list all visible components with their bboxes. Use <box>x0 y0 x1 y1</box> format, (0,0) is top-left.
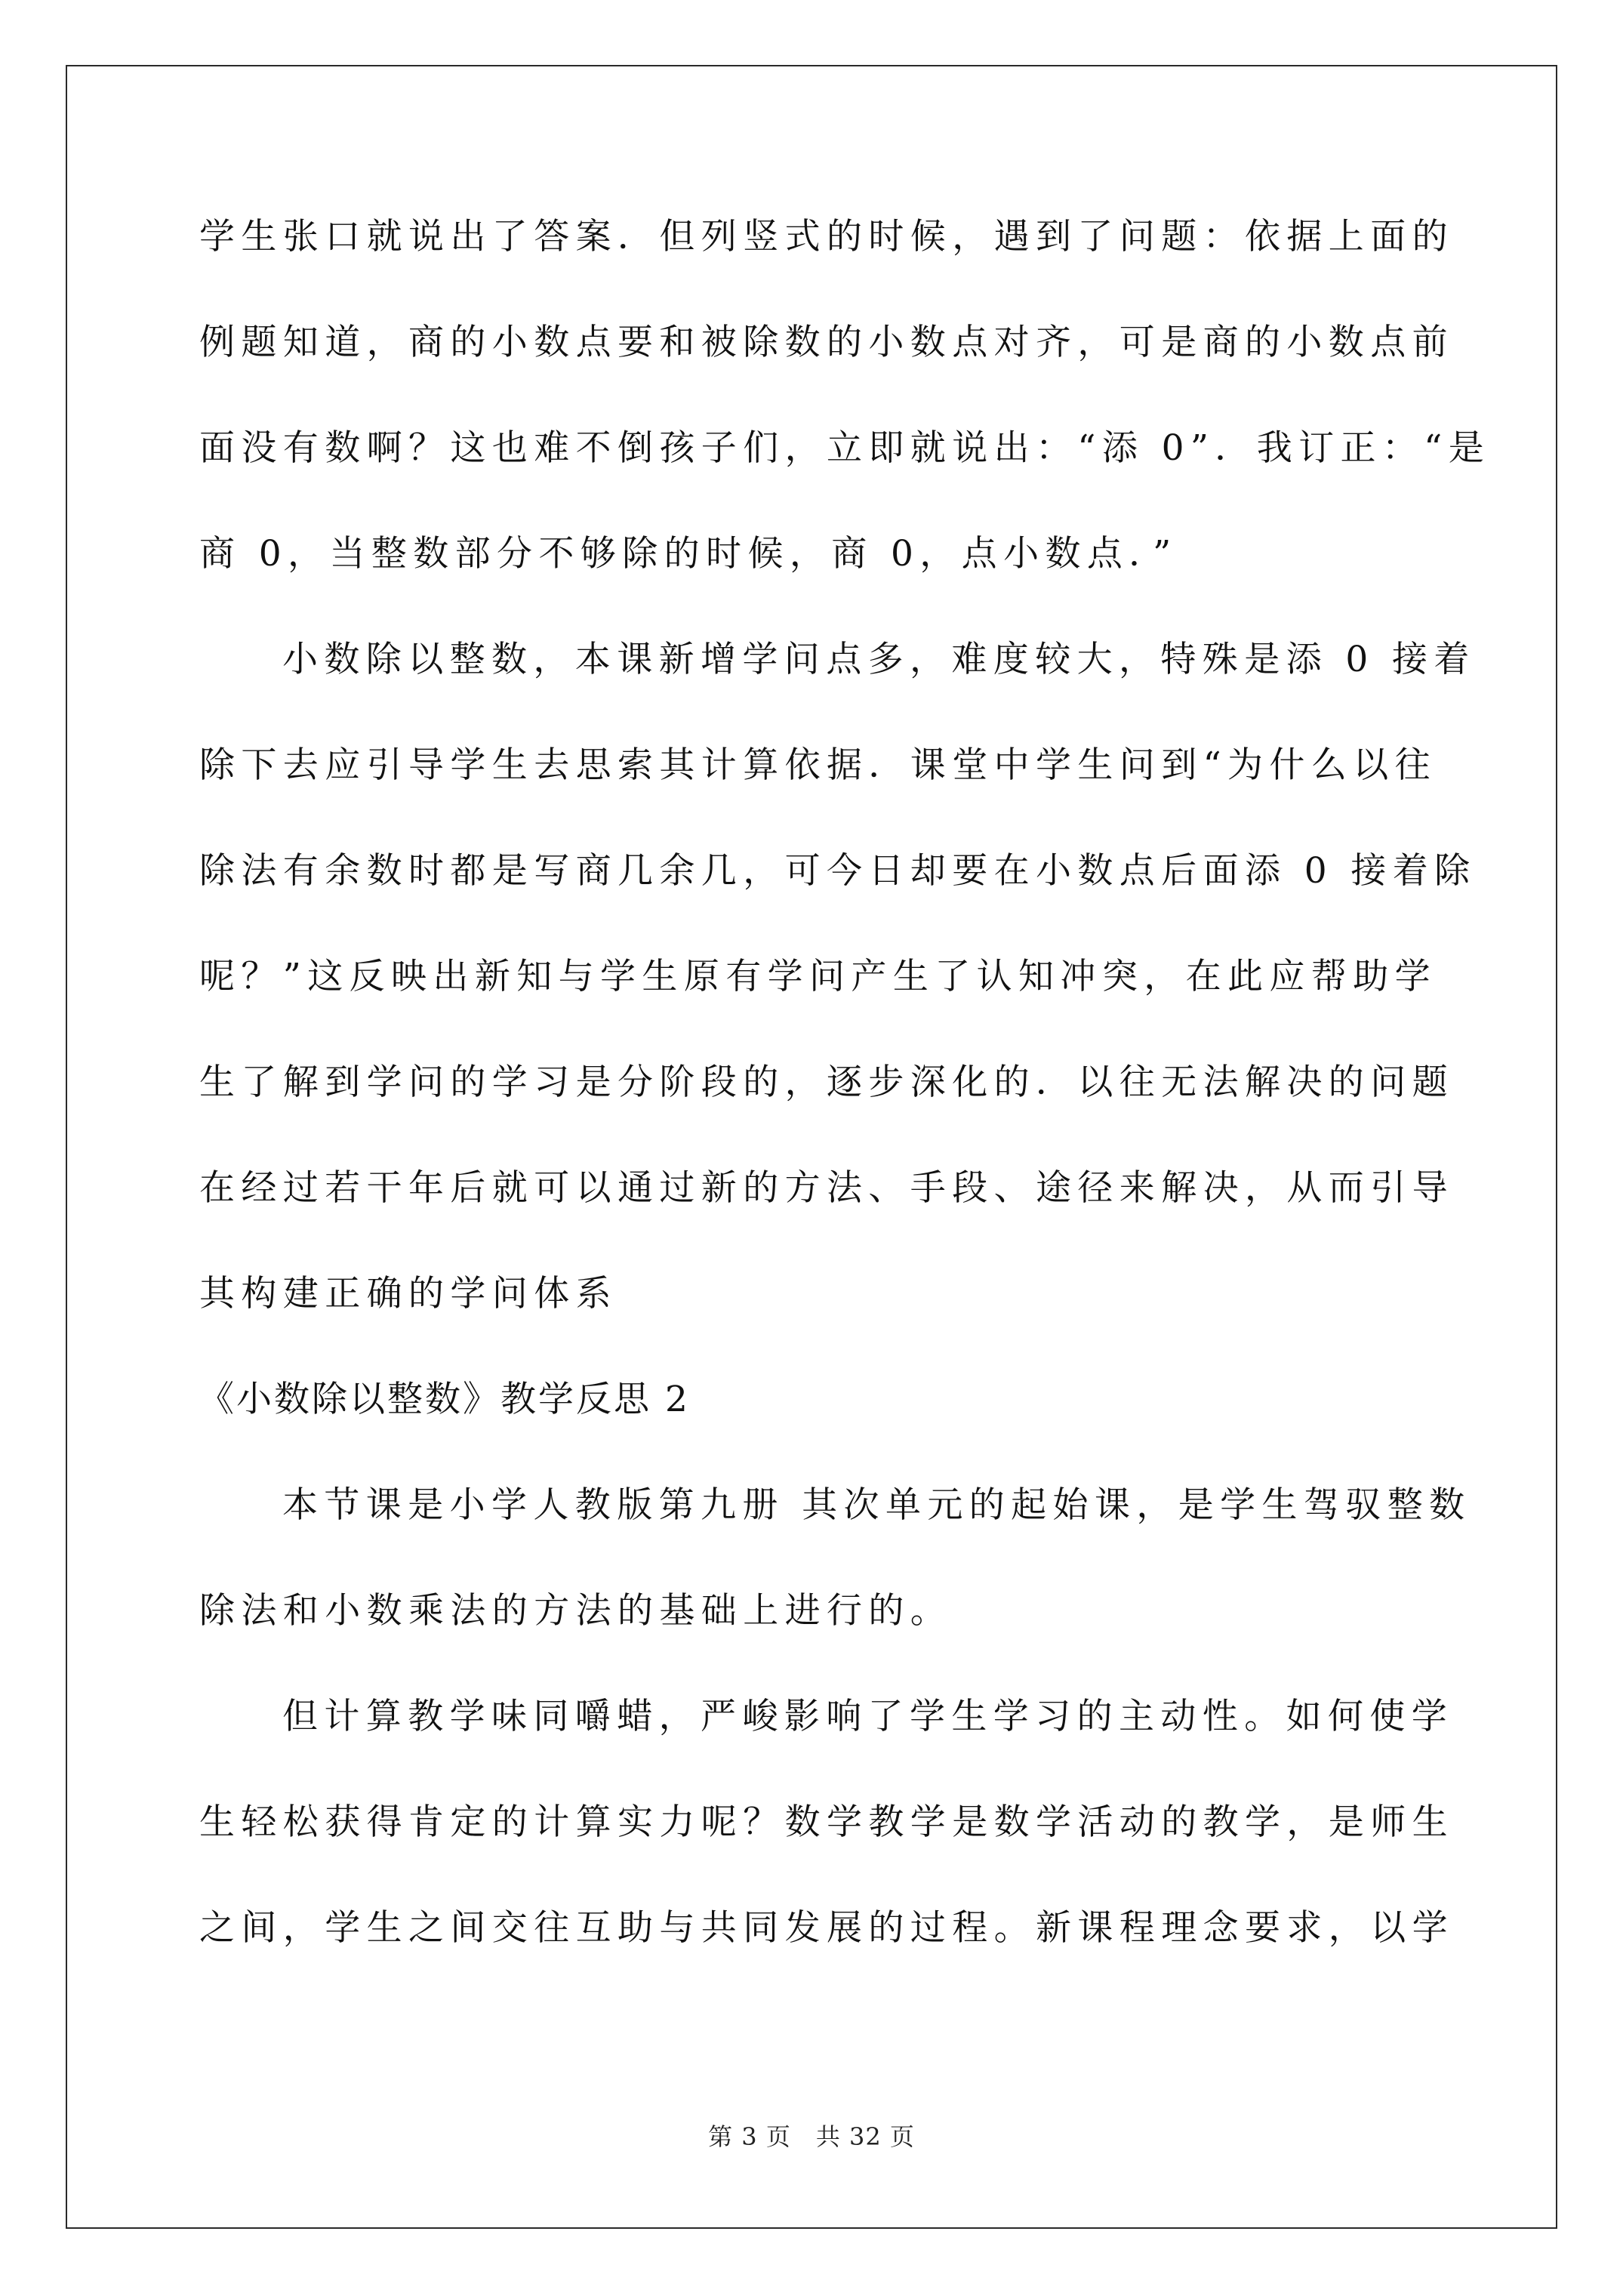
text-line-17: 之间，学生之间交往互助与共同发展的过程。新课程理念要求，以学 <box>199 1907 1454 1949</box>
text-line-9: 生了解到学问的学习是分阶段的，逐步深化的．以往无法解决的问题 <box>199 1062 1454 1103</box>
text-line-1: 学生张口就说出了答案．但列竖式的时候，遇到了问题：依据上面的 <box>199 216 1454 257</box>
text-line-13: 本节课是小学人教版第九册 其次单元的起始课，是学生驾驭整数 <box>282 1484 1471 1526</box>
text-line-8: 呢？”这反映出新知与学生原有学问产生了认知冲突，在此应帮助学 <box>199 956 1437 997</box>
text-line-4: 商 0，当整数部分不够除的时候，商 0，点小数点．” <box>199 533 1178 575</box>
text-line-14: 除法和小数乘法的方法的基础上进行的。 <box>199 1590 953 1632</box>
text-line-10: 在经过若干年后就可以通过新的方法、手段、途径来解决，从而引导 <box>199 1167 1454 1209</box>
text-line-15: 但计算教学味同嚼蜡，严峻影响了学生学习的主动性。如何使学 <box>282 1696 1454 1737</box>
text-line-6: 除下去应引导学生去思索其计算依据．课堂中学生问到“为什么以往 <box>199 744 1437 786</box>
text-line-2: 例题知道，商的小数点要和被除数的小数点对齐，可是商的小数点前 <box>199 322 1454 363</box>
text-line-16: 生轻松获得肯定的计算实力呢？数学教学是数学活动的教学，是师生 <box>199 1801 1454 1843</box>
text-line-3: 面没有数啊？这也难不倒孩子们，立即就说出：“添 0”．我订正：“是 <box>199 427 1491 469</box>
text-line-11: 其构建正确的学问体系 <box>199 1273 617 1314</box>
page-number: 第 3 页 共 32 页 <box>708 2122 915 2151</box>
text-line-7: 除法有余数时都是写商几余几，可今日却要在小数点后面添 0 接着除 <box>199 850 1477 892</box>
text-line-5: 小数除以整数，本课新增学问点多，难度较大，特殊是添 0 接着 <box>282 639 1476 680</box>
document-body <box>199 210 1491 2007</box>
section-heading: 《小数除以整数》教学反思 2 <box>199 1379 690 1420</box>
